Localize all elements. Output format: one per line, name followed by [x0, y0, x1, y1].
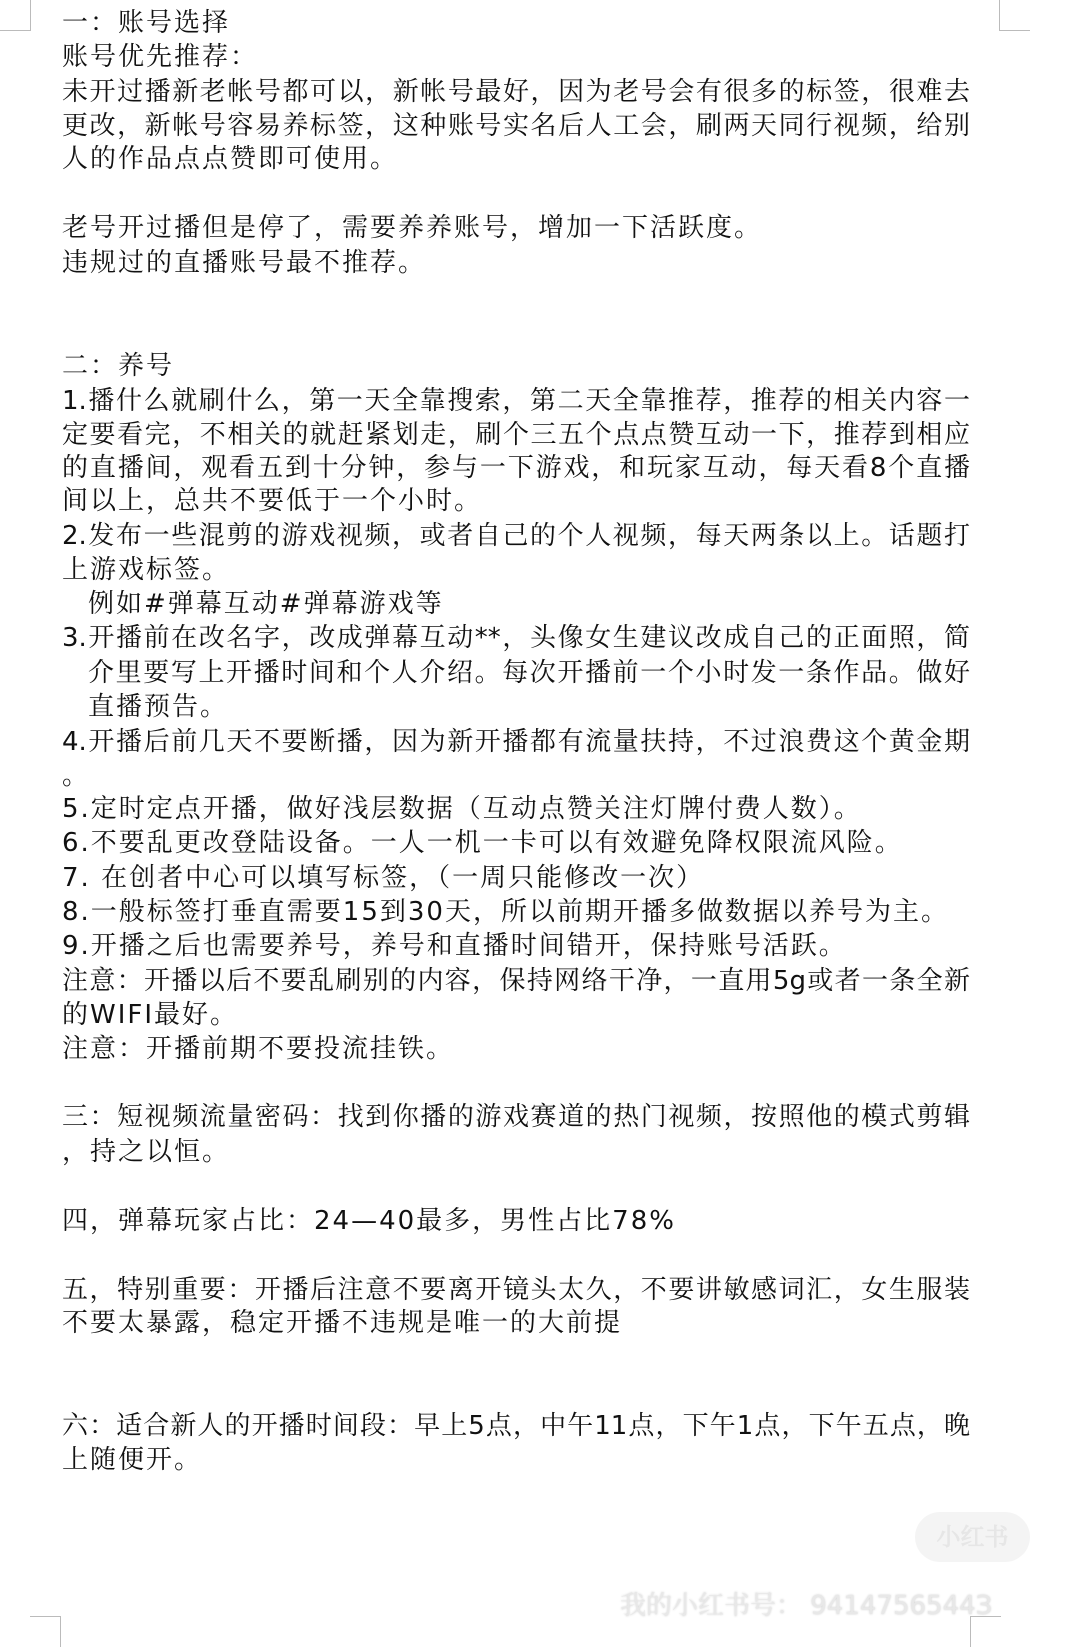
text-line: 老号开过播但是停了，需要养养账号，增加一下活跃度。: [62, 213, 763, 243]
text-line: 五，特别重要：开播后注意不要离开镜头太久，不要讲敏感词汇，女生服装: [62, 1275, 970, 1305]
text-line: 上随便开。: [62, 1445, 203, 1475]
text-line: 二：养号: [62, 351, 175, 381]
text-line: 注意：开播以后不要乱刷别的内容，保持网络干净，一直用5g或者一条全新: [62, 966, 970, 996]
page-corner-mark: [0, 0, 31, 31]
text-line: 的直播间，观看五到十分钟，参与一下游戏，和玩家互动，每天看8个直播: [62, 453, 970, 483]
text-line: 3.开播前在改名字，改成弹幕互动**，头像女生建议改成自己的正面照，简: [62, 623, 970, 653]
text-line: 未开过播新老帐号都可以，新帐号最好，因为老号会有很多的标签，很难去: [62, 77, 970, 107]
text-line: 的WIFI最好。: [62, 1000, 238, 1030]
text-line: 1.播什么就刷什么，第一天全靠搜索，第二天全靠推荐，推荐的相关内容一: [62, 386, 970, 416]
text-line: 人的作品点点赞即可使用。: [62, 144, 399, 174]
xiaohongshu-watermark-logo: 小红书: [915, 1512, 1030, 1562]
text-line: 。: [62, 761, 91, 791]
text-line: 六：适合新人的开播时间段：早上5点，中午11点，下午1点，下午五点，晚: [62, 1411, 970, 1441]
page-corner-mark: [999, 0, 1030, 31]
text-line: 账号优先推荐：: [62, 42, 259, 72]
text-line: 例如#弹幕互动#弹幕游戏等: [88, 589, 444, 619]
watermark-account-id: 我的小红书号： 9414756544З: [620, 1591, 993, 1621]
text-line: 介里要写上开播时间和个人介绍。每次开播前一个小时发一条作品。做好: [88, 658, 970, 688]
page-corner-mark: [30, 1616, 61, 1647]
text-line: 7. 在创者中心可以填写标签，（一周只能修改一次）: [62, 863, 705, 893]
text-line: 直播预告。: [88, 692, 229, 722]
text-line: 8.一般标签打垂直需要15到30天，所以前期开播多做数据以养号为主。: [62, 897, 949, 927]
text-line: 5.定时定点开播，做好浅层数据（互动点赞关注灯牌付费人数）。: [62, 794, 862, 824]
text-line: 4.开播后前几天不要断播，因为新开播都有流量扶持，不过浪费这个黄金期: [62, 727, 970, 757]
text-line: 注意：开播前期不要投流挂铁。: [62, 1034, 455, 1064]
text-line: 上游戏标签。: [62, 555, 231, 585]
text-line: 定要看完，不相关的就赶紧划走，刷个三五个点点赞互动一下，推荐到相应: [62, 420, 970, 450]
text-line: 违规过的直播账号最不推荐。: [62, 248, 427, 278]
text-line: ，持之以恒。: [62, 1137, 231, 1167]
text-line: 三：短视频流量密码：找到你播的游戏赛道的热门视频，按照他的模式剪辑: [62, 1102, 970, 1132]
text-line: 6.不要乱更改登陆设备。一人一机一卡可以有效避免降权限流风险。: [62, 828, 903, 858]
text-line: 间以上，总共不要低于一个小时。: [62, 486, 483, 516]
text-line: 2.发布一些混剪的游戏视频，或者自己的个人视频，每天两条以上。话题打: [62, 521, 970, 551]
text-line: 一：账号选择: [62, 8, 231, 38]
text-line: 9.开播之后也需要养号，养号和直播时间错开，保持账号活跃。: [62, 931, 847, 961]
text-line: 四，弹幕玩家占比：24—40最多，男性占比78%: [62, 1206, 676, 1236]
text-line: 不要太暴露，稳定开播不违规是唯一的大前提: [62, 1308, 623, 1338]
text-line: 更改，新帐号容易养标签，这种账号实名后人工会，刷两天同行视频，给别: [62, 111, 970, 141]
